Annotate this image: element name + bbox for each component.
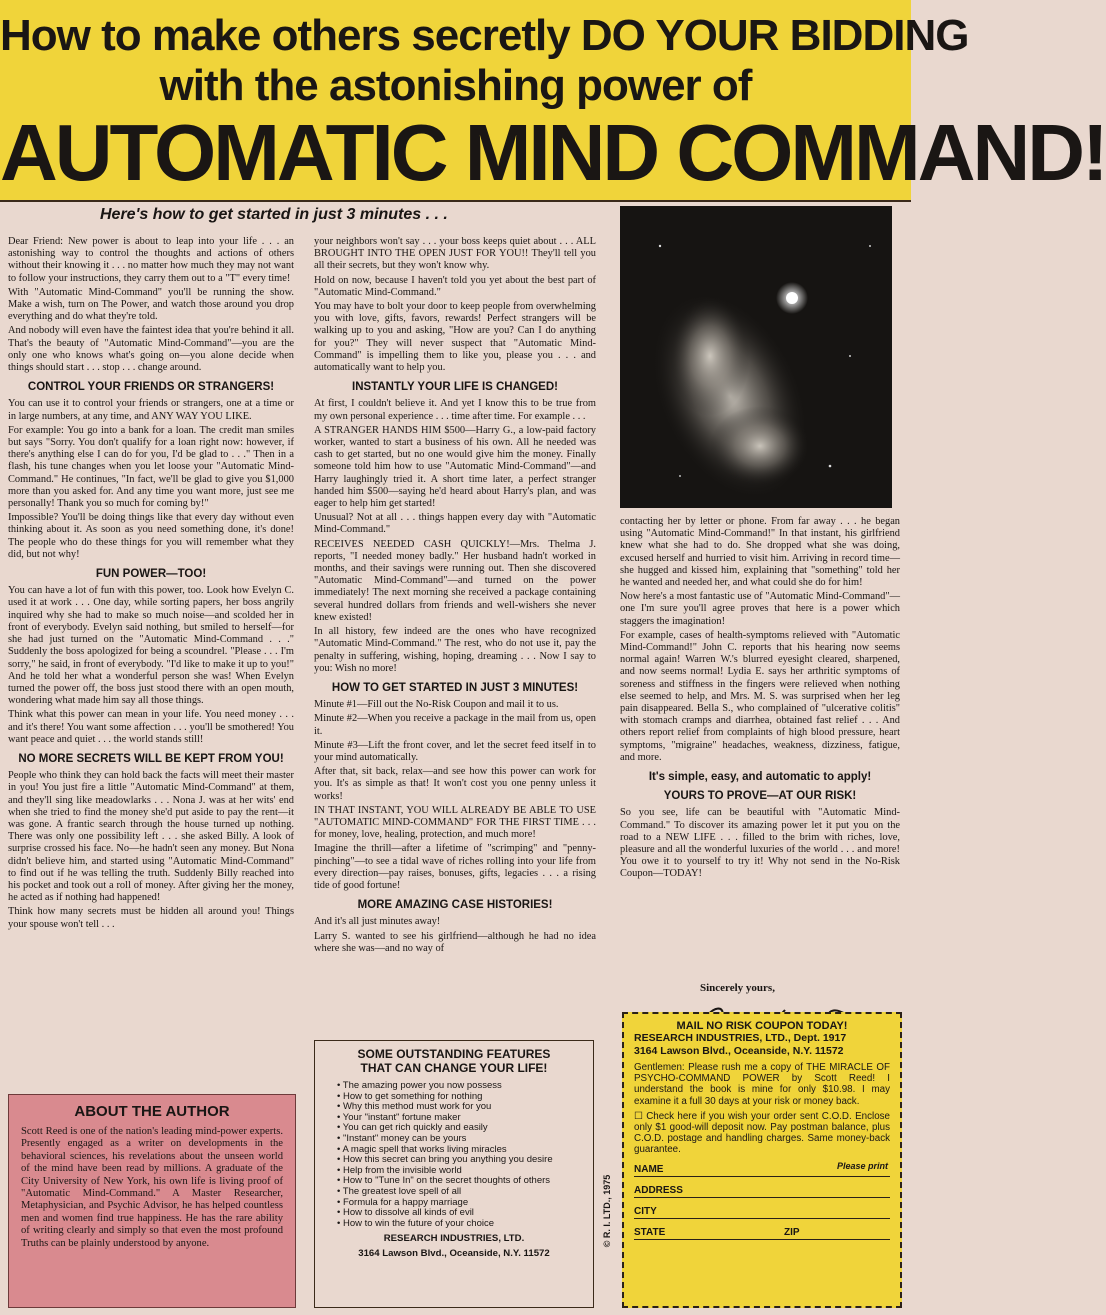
headline-line-2: with the astonishing power of: [159, 61, 752, 110]
list-item: • Help from the invisible world: [337, 1166, 585, 1177]
about-author-box: [8, 1094, 296, 1308]
list-item: • How to get something for nothing: [337, 1092, 585, 1103]
paragraph: Unusual? Not at all . . . things happen every day with "Automatic Mind-Command.": [314, 512, 596, 536]
headline-line-3: AUTOMATIC MIND COMMAND!: [0, 108, 1106, 197]
sign-off: Sincerely yours,: [700, 982, 775, 994]
features-title-2: THAT CAN CHANGE YOUR LIFE!: [360, 1061, 548, 1075]
paragraph: your neighbors won't say . . . your boss keeps quiet about . . . ALL BROUGHT INTO THE OPEN JUST FOR YOU!! They'll tell you all their secrets, but they won't know why.: [314, 236, 596, 272]
features-title-1: SOME OUTSTANDING FEATURES: [357, 1047, 551, 1061]
section-heading: CONTROL YOUR FRIENDS OR STRANGERS!: [27, 381, 275, 394]
headline-line-1: How to make others secretly DO YOUR BIDDING: [0, 11, 969, 60]
nebula-image: [620, 206, 892, 508]
section-heading: NO MORE SECRETS WILL BE KEPT FROM YOU!: [18, 752, 284, 765]
column-2: [314, 236, 596, 1022]
paragraph: Think what this power can mean in your life. You need money . . . and it's there! You want some affection . . . you'll be smothered! You want peace and quiet . . . the world stands still!: [8, 709, 294, 745]
coupon-company: RESEARCH INDUSTRIES, LTD., Dept. 1917: [634, 1032, 847, 1044]
list-item: • The amazing power you now possess: [337, 1081, 585, 1092]
address-label: ADDRESS: [634, 1184, 683, 1196]
paragraph: You can use it to control your friends or strangers, one at a time or in large numbers, at any time, and ANY WAY YOU LIKE.: [8, 398, 294, 422]
coupon-address: 3164 Lawson Blvd., Oceanside, N.Y. 11572: [634, 1045, 844, 1057]
paragraph: For example: You go into a bank for a loan. The credit man smiles but says "Sorry. You don't qualify for a loan right now: however, if there's anything else I can do for you, I'd be glad to . . ." Then in a flash, his tune changes when you let loose your "Automatic Mind-Command." He continues, "In fact, we'll be glad to give you $1,000 more than you asked for. And any time you want more, just see me personally! Thank you so much for coming by!": [8, 424, 294, 510]
copyright-notice: [592, 1160, 622, 1270]
paragraph: Minute #3—Lift the front cover, and let the secret feed itself in to your mind automatically.: [314, 739, 596, 763]
paragraph: You can have a lot of fun with this power, too. Look how Evelyn C. used it at work . . . One day, while sorting papers, her boss angrily inquired why she had to make so much noise—and scolded her in front of everybody. Evelyn said nothing, but smiled to herself—for she had just turned on the "Automatic Mind-Command . . ." Suddenly the boss apologized for being a scoundrel. "Please . . . I'm sorry," he said, in front of everybody. "I'd like to make it up to you!" And he told her what a wonderful person she was! When Evelyn turned the power off, the boss just stood there with an open mouth, wondering what made him say all those things.: [8, 585, 294, 707]
list-item: • How this secret can bring you anything you desire: [337, 1155, 585, 1166]
paragraph: You may have to bolt your door to keep people from overwhelming you with love, gifts, favors, rewards! Perfect strangers will be walking up to you and asking, "How are you? Can I do anything for you?" They will never suspect that "Automatic Mind-Command" is impelling them to like you, please you . . . and automatically want to help you.: [314, 301, 596, 374]
list-item: • "Instant" money can be yours: [337, 1134, 585, 1145]
paragraph: A STRANGER HANDS HIM $500—Harry G., a low-paid factory worker, wanted to start a business of his own. All he needed was cash to get started, but no one would give him the money. Finally someone told him how to use "Automatic Mind-Command"—and Harry laughingly tried it. A short time later, a perfect stranger handed him $500—saying he'd heard about Harry's plan, and was eager to help him get started!: [314, 424, 596, 510]
copyright-text: © R. I. LTD., 1975: [602, 1174, 612, 1248]
section-heading: MORE AMAZING CASE HISTORIES!: [357, 899, 553, 912]
author-title: ABOUT THE AUTHOR: [74, 1103, 230, 1120]
paragraph: People who think they can hold back the facts will meet their master in you! You just fire a little "Automatic Mind-Command" at them, and they'll sing like meadowlarks . . . Nona J. was at her wits' end when she tried to find the money she'd put aside to pay the rent—it was gone. A frantic search through the house turned up nothing. There was only one possibility left . . . she asked Billy. A look of surprise crossed his face. No—he hadn't seen any money. But Nona didn't believe him, and started using "Automatic Mind-Command" to find out if he was telling the truth. Suddenly Billy reached into his pocket and took out a roll of money. After giving her the money, he acted as if nothing had happened!: [8, 770, 294, 904]
paragraph: Hold on now, because I haven't told you yet about the best part of "Automatic Mind-Command.": [314, 274, 596, 298]
paragraph: Dear Friend: New power is about to leap into your life . . . an astonishing way to control the thoughts and actions of others without their knowing it . . . no matter how much they may not want to follow your instructions, they carry them out to a "T" every time!: [8, 236, 294, 284]
paragraph: In all history, few indeed are the ones who have recognized "Automatic Mind-Command." The rest, who do not use it, pay the penalty in suffering, wishing, hoping, dreaming . . . Now I say to you: Wish no more!: [314, 626, 596, 674]
list-item: • A magic spell that works living miracles: [337, 1145, 585, 1156]
column-3: [620, 516, 900, 979]
list-item: • The greatest love spell of all: [337, 1187, 585, 1198]
paragraph: IN THAT INSTANT, YOU WILL ALREADY BE ABLE TO USE "AUTOMATIC MIND-COMMAND" FOR THE FIRST TIME . . . for money, love, healing, protection, and much more!: [314, 804, 596, 841]
list-item: • Why this method must work for you: [337, 1102, 585, 1113]
cosmic-photo: [620, 206, 892, 508]
city-label: CITY: [634, 1205, 657, 1217]
paragraph: With "Automatic Mind-Command" you'll be running the show. Make a wish, turn on The Power, and watch those around you drop everything and do what they're told.: [8, 286, 294, 323]
list-item: • Formula for a happy marriage: [337, 1198, 585, 1209]
paragraph: For example, cases of health-symptoms relieved with "Automatic Mind-Command!" John C. reports that his hearing now seems normal again! Warren W.'s blurred eyesight cleared, sharpened, and now seems normal! Lydia E. says her arthritic symptoms of soreness and stiffness in the fingers were relieved when nothing else seemed to help, and Mrs. M. S. was surprised when her leg pain disappeared. Bella S., who complained of "ulcerative colitis" with stomach cramps and diarrhea, obtained fast relief . . . And others report relief from complaints of high blood pressure, heart symptoms, "migraine" headaches, weakness, dizziness, fatigue, and more.: [620, 629, 900, 763]
paragraph: Think how many secrets must be hidden all around you! Things your spouse won't tell . . .: [8, 906, 294, 930]
paragraph: Minute #1—Fill out the No-Risk Coupon and mail it to us.: [314, 699, 559, 711]
section-heading: It's simple, easy, and automatic to apply!: [648, 771, 872, 784]
paragraph: And nobody will even have the faintest idea that you're behind it all. That's the beauty of "Automatic Mind-Command"—you are the only one who knows what's going on—you alone decide when things should start . . . stop . . . change around.: [8, 325, 294, 374]
paragraph: contacting her by letter or phone. From far away . . . he began using "Automatic Mind-Command!" In that instant, his girlfriend knew what she had to do. She dropped what she was doing, excused herself and hurried to visit him. Arriving in record time—she hugged and kissed him, explaining that "something" told her he wanted and needed her, and what could she do for him!: [620, 516, 900, 589]
headline-banner: [0, 0, 1106, 202]
paragraph: Larry S. wanted to see his girlfriend—although he had no idea where she was—and no way of: [314, 930, 596, 954]
section-heading: FUN POWER—TOO!: [95, 568, 207, 581]
state-zip-field[interactable]: [634, 1219, 890, 1240]
list-item: • How to dissolve all kinds of evil: [337, 1208, 585, 1219]
paragraph: RECEIVES NEEDED CASH QUICKLY!—Mrs. Thelma J. reports, "I needed money badly." Her husband hadn't worked in months, and their savings were running out. Then she discovered "Automatic Mind-Command"—and turned on the power immediately! The next morning she received a package containing several hundred dollars from friends and well-wishers she never knew existed!: [314, 538, 596, 623]
list-item: • How to "Tune In" on the secret thoughts of others: [337, 1176, 585, 1187]
order-coupon[interactable]: [622, 1012, 902, 1308]
please-print-label: Please print: [836, 1160, 888, 1171]
section-heading: HOW TO GET STARTED IN JUST 3 MINUTES!: [331, 681, 579, 694]
name-label: NAME: [634, 1163, 664, 1175]
subheadline: Here's how to get started in just 3 minutes . . .: [100, 206, 448, 223]
coupon-cod-checkbox[interactable]: ☐ Check here if you wish your order sent C.O.D. Enclose only $1 good-will deposit now. Pay postman balance, plus C.O.D. postage and handling charges. Same money-back guarantee.: [634, 1110, 890, 1156]
paragraph: Minute #2—When you receive a package in the mail from us, open it.: [314, 713, 596, 737]
section-heading: INSTANTLY YOUR LIFE IS CHANGED!: [352, 381, 558, 394]
coupon-title: MAIL NO RISK COUPON TODAY!: [676, 1020, 848, 1032]
state-label: STATE: [634, 1226, 666, 1238]
paragraph: And it's all just minutes away!: [314, 916, 441, 928]
list-item: • Your "instant" fortune maker: [337, 1113, 585, 1124]
paragraph: Now here's a most fantastic use of "Automatic Mind-Command"—one I'm sure you'll agree proves that here is a power which staggers the imagination!: [620, 591, 900, 627]
coupon-body: Gentlemen: Please rush me a copy of THE MIRACLE OF PSYCHO-COMMAND POWER by Scott Reed! I understand the book is mine for only $10.98. I may examine it a full 30 days at your risk or money back.: [634, 1062, 890, 1107]
author-bio: Scott Reed is one of the nation's leading mind-power experts. Presently engaged as a writer on developments in the behavioral sciences, his revelations about the unseen world of the mind have been read by millions. A graduate of the City University of New York, his own life is living proof of "Automatic Mind-Command." A Master Researcher, Metaphysician, and Psychic Advisor, he has helped countless men and women find true happiness. He has the rare ability of writing clearly and simply so that even the most profound Truths can be plainly understood by anyone.: [21, 1126, 283, 1249]
list-item: • You can get rich quickly and easily: [337, 1123, 585, 1134]
features-list: [323, 1081, 585, 1229]
features-footer-address: 3164 Lawson Blvd., Oceanside, N.Y. 11572: [358, 1248, 550, 1260]
address-field[interactable]: [634, 1177, 890, 1198]
paragraph: Impossible? You'll be doing things like that every day without even thinking about it. As soon as you need something done, it's done! The people who do these things for you will remember what they did, but not why!: [8, 512, 294, 560]
city-field[interactable]: [634, 1198, 890, 1219]
column-1: [8, 236, 294, 1086]
list-item: • How to win the future of your choice: [337, 1219, 585, 1230]
paragraph: At first, I couldn't believe it. And yet I know this to be true from my own personal experience . . . time after time. For example . . .: [314, 398, 596, 422]
features-footer-company: RESEARCH INDUSTRIES, LTD.: [383, 1233, 525, 1245]
paragraph: After that, sit back, relax—and see how this power can work for you. It's as simple as that! It won't cost you one penny unless it works!: [314, 766, 596, 802]
features-box: [314, 1040, 594, 1308]
paragraph: So you see, life can be beautiful with "Automatic Mind-Command." To discover its amazing power let it put you on the road to a NEW LIFE . . . filled to the brim with riches, love, pleasure and all the wonderful luxuries of the world . . . and more! You owe it to yourself to try it! Why not send in the No-Risk Coupon—TODAY!: [620, 807, 900, 880]
paragraph: Imagine the thrill—after a lifetime of "scrimping" and "penny-pinching"—to see a tidal wave of riches rolling into your life from every direction—pay raises, bonuses, gifts, legacies . . . a rising tide of good fortune!: [314, 843, 596, 891]
zip-label: ZIP: [784, 1226, 800, 1238]
name-field[interactable]: [634, 1156, 890, 1177]
section-heading: YOURS TO PROVE—AT OUR RISK!: [663, 790, 857, 803]
